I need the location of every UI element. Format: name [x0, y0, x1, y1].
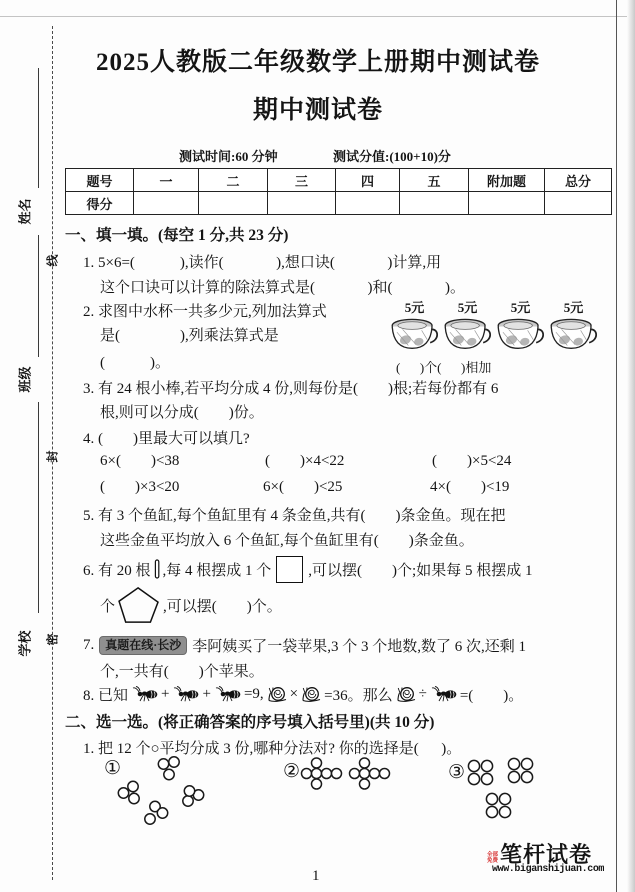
seal-char-mi: 密 — [45, 633, 60, 646]
ant-icon — [430, 686, 457, 702]
watermark-note: 全部免费 — [487, 852, 499, 864]
score-empty-cell — [545, 192, 611, 214]
q6-line-2 — [100, 586, 282, 624]
score-table-header-cell: 三 — [268, 169, 336, 192]
q2-line-3: ( )。 — [100, 355, 170, 371]
page-number: 1 — [312, 868, 320, 884]
score-empty-cell — [199, 192, 268, 214]
cup-price-label: 5元 — [404, 300, 425, 315]
q3-line-2: 根,则可以分成( )份。 — [100, 405, 264, 421]
cup-price-label: 5元 — [457, 300, 478, 315]
watermark-brand: 笔杆试卷 — [500, 842, 593, 867]
q8-text: =( )。 — [459, 687, 524, 704]
class-field-label: 班级 — [17, 366, 33, 393]
teacup-icon — [547, 317, 600, 355]
teacup-icon — [388, 317, 441, 355]
q1-line-2: 这个口诀可以计算的除法算式是( )和( )。 — [100, 280, 465, 296]
cups-caption: ( )个( )相加 — [396, 360, 492, 375]
q7-line-1 — [83, 634, 526, 656]
circle-group-of-3 — [156, 756, 182, 783]
right-border-line — [616, 0, 617, 892]
school-write-line — [38, 402, 39, 613]
circle-group-of-3 — [180, 785, 206, 812]
q6-text: ,可以摆( )个;如果每 5 根摆成 1 — [308, 562, 533, 579]
q8-text: 8. 已知 — [83, 687, 129, 704]
q7-source-badge: 真题在线·长沙 — [99, 636, 187, 655]
score-table-header-cell: 总分 — [545, 169, 611, 192]
snail-icon — [396, 685, 416, 703]
page-edge-shadow — [627, 0, 635, 892]
section-1-heading: 一、填一填。(每空 1 分,共 23 分) — [65, 227, 289, 244]
q6-line-1 — [83, 553, 532, 585]
score-table-header-cell: 一 — [134, 169, 199, 192]
snail-icon — [301, 685, 321, 703]
page-subtitle: 期中测试卷 — [252, 97, 383, 124]
name-field-label: 姓名 — [17, 198, 33, 225]
score-table-header-cell: 五 — [400, 169, 469, 192]
cup-price-label: 5元 — [563, 300, 584, 315]
q5-line-2: 这些金鱼平均放入 6 个鱼缸,每个鱼缸里有( )条金鱼。 — [100, 533, 474, 549]
score-table-header-cell: 四 — [336, 169, 400, 192]
score-label-cell: 得分 — [66, 192, 134, 214]
pentagon-shape — [117, 586, 161, 624]
test-score-info: 测试分值:(100+10)分 — [333, 149, 451, 164]
score-table-header-cell: 题号 — [66, 169, 134, 192]
teacup-icon — [494, 317, 547, 355]
q8-text: × — [289, 685, 299, 702]
stick-icon — [153, 559, 161, 579]
test-time-info: 测试时间:60 分钟 — [179, 149, 278, 164]
seal-char-xian: 线 — [45, 254, 60, 267]
option-2-label: ② — [283, 761, 301, 782]
q8-text: =9, — [243, 685, 264, 702]
q8-line — [83, 683, 523, 705]
class-write-line — [38, 235, 39, 357]
snail-icon — [267, 685, 287, 703]
s2-q1-line: 1. 把 12 个○平均分成 3 份,哪种分法对? 你的选择是( )。 — [83, 741, 462, 757]
page-title: 2025人教版二年级数学上册期中测试卷 — [95, 49, 540, 76]
q4-equation: ( )×3<20 — [100, 479, 180, 495]
q4-equation: 6×( )<38 — [100, 453, 180, 469]
name-write-line — [38, 68, 39, 188]
q4-equation: ( )×5<24 — [432, 453, 512, 469]
score-table-header-cell: 二 — [199, 169, 268, 192]
cups-figure — [388, 297, 608, 376]
q8-text: ÷ — [418, 685, 427, 702]
score-empty-cell — [268, 192, 336, 214]
q4-equation: ( )×4<22 — [265, 453, 345, 469]
score-empty-cell — [400, 192, 469, 214]
circle-group-of-4 — [484, 791, 513, 820]
q8-text: + — [161, 685, 170, 702]
school-field-label: 学校 — [17, 630, 33, 657]
option-1-label: ① — [104, 758, 122, 779]
q4-equation: 6×( )<25 — [263, 479, 343, 495]
q7-line-2: 个,一共有( )个苹果。 — [100, 664, 264, 680]
q1-line-1: 1. 5×6=( ),读作( ),想口诀( )计算,用 — [83, 255, 442, 271]
ant-icon — [172, 686, 199, 702]
q3-line-1: 3. 有 24 根小棒,若平均分成 4 份,则每份是( )根;若每份都有 6 — [83, 381, 499, 397]
q5-line-1: 5. 有 3 个鱼缸,每个鱼缸里有 4 条金鱼,共有( )条金鱼。现在把 — [83, 508, 506, 524]
q4-equation: 4×( )<19 — [430, 479, 510, 495]
q2-line-2: 是( ),列乘法算式是 — [100, 328, 279, 344]
q6-text: ,每 4 根摆成 1 个 — [162, 562, 272, 579]
ant-icon — [214, 686, 241, 702]
q8-text: =36。那么 — [324, 687, 393, 704]
q4-line-1: 4. ( )里最大可以填几? — [83, 431, 250, 447]
section-2-heading: 二、选一选。(将正确答案的序号填入括号里)(共 10 分) — [65, 714, 435, 731]
option-3-label: ③ — [448, 762, 466, 783]
cup-price-label: 5元 — [510, 300, 531, 315]
seal-char-feng: 封 — [45, 450, 60, 463]
q8-text: + — [202, 685, 211, 702]
score-table — [65, 168, 612, 215]
circle-cluster-of-6 — [348, 757, 393, 790]
score-empty-cell — [469, 192, 545, 214]
score-table-header-cell: 附加题 — [469, 169, 545, 192]
square-shape — [276, 556, 303, 583]
q6-text: 6. 有 20 根 — [83, 562, 151, 579]
circle-group-of-4 — [506, 756, 535, 785]
score-empty-cell — [134, 192, 199, 214]
teacup-icon — [441, 317, 494, 355]
circle-group-of-3 — [143, 800, 169, 827]
q7-number: 7. — [83, 636, 95, 653]
q6-text: ,可以摆( )个。 — [163, 598, 282, 615]
circle-cluster-of-6 — [300, 757, 345, 790]
q7-text: 李阿姨买了一袋苹果,3 个 3 个地数,数了 6 次,还剩 1 — [192, 638, 527, 655]
circle-group-of-3 — [116, 780, 142, 807]
page-top-edge-line — [0, 16, 635, 17]
watermark-url: www.biganshijuan.com — [492, 864, 605, 875]
q6-text: 个 — [100, 598, 116, 615]
score-empty-cell — [336, 192, 400, 214]
ant-icon — [131, 686, 158, 702]
circle-group-of-4 — [466, 758, 495, 787]
q2-line-1: 2. 求图中水杯一共多少元,列加法算式 — [83, 304, 327, 320]
